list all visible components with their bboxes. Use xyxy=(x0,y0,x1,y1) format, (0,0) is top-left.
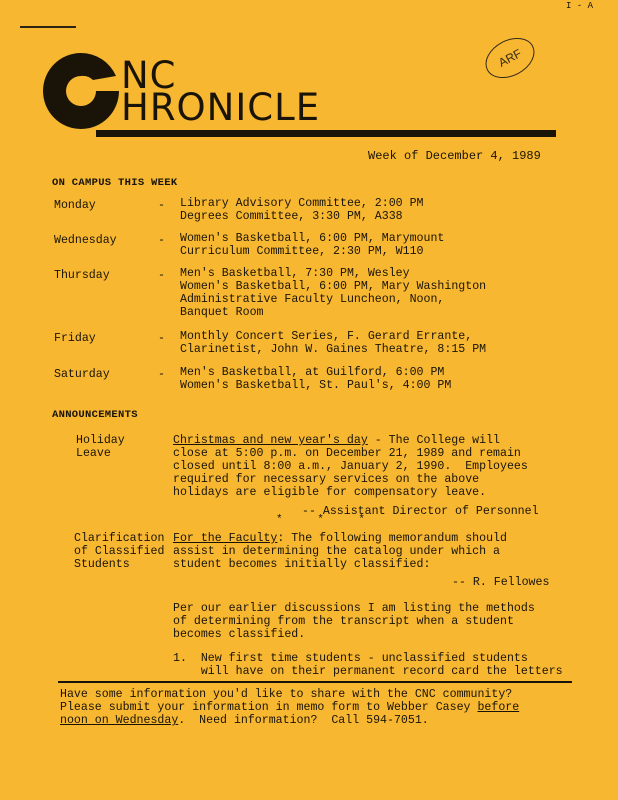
signature: -- Assistant Director of Personnel xyxy=(302,505,539,518)
announcement-text: holidays are eligible for compensatory leave. xyxy=(173,486,487,499)
announcement-text: assist in determining the catalog under which a xyxy=(173,545,500,558)
event-line: Banquet Room xyxy=(180,306,264,319)
announcement-text: student becomes initially classified: xyxy=(173,558,431,571)
day-label: Monday xyxy=(54,199,96,212)
day-label: Saturday xyxy=(54,368,110,381)
announcement-text: 1. New first time students - unclassified students xyxy=(173,652,528,665)
masthead-rule xyxy=(96,130,556,137)
masthead-hronicle: HRONICLE xyxy=(121,86,321,129)
dash: - xyxy=(158,199,165,212)
event-line: Monthly Concert Series, F. Gerard Errante, xyxy=(180,330,473,343)
announcement-title: For the Faculty xyxy=(173,532,278,545)
announcement-first-line xyxy=(173,532,553,545)
event-line: Women's Basketball, St. Paul's, 4:00 PM xyxy=(180,379,452,392)
day-label: Friday xyxy=(54,332,96,345)
section-heading-campus: ON CAMPUS THIS WEEK xyxy=(52,177,178,189)
announcement-text: - The College will xyxy=(367,434,501,447)
handwritten-stamp: ARF xyxy=(479,30,542,86)
dash: - xyxy=(158,368,165,381)
announcement-label: Holiday xyxy=(76,434,125,447)
dash: - xyxy=(158,234,165,247)
announcement-title: Christmas and new year's day xyxy=(173,434,368,447)
issue-week: Week of December 4, 1989 xyxy=(368,149,541,163)
event-line: Men's Basketball, at Guilford, 6:00 PM xyxy=(180,366,445,379)
dash: - xyxy=(158,332,165,345)
signature: -- R. Fellowes xyxy=(452,576,550,589)
announcement-text: Per our earlier discussions I am listing the methods xyxy=(173,602,535,615)
announcement-label: of Classified xyxy=(74,545,165,558)
event-line: Library Advisory Committee, 2:00 PM xyxy=(180,197,424,210)
corner-mark: I - A xyxy=(566,1,594,11)
announcement-text: required for necessary services on the above xyxy=(173,473,480,486)
announcement-label: Clarification xyxy=(74,532,165,545)
event-line: Clarinetist, John W. Gaines Theatre, 8:15 PM xyxy=(180,343,487,356)
separator-stars: * * * xyxy=(276,514,380,526)
section-heading-announcements: ANNOUNCEMENTS xyxy=(52,409,138,421)
day-label: Thursday xyxy=(54,269,110,282)
announcement-text: becomes classified. xyxy=(173,628,306,641)
event-line: Administrative Faculty Luncheon, Noon, xyxy=(180,293,445,306)
announcement-text: of determining from the transcript when a student xyxy=(173,615,514,628)
footer-emphasis: noon on Wednesday xyxy=(60,714,179,727)
announcement-text: will have on their permanent record card the letters xyxy=(173,665,563,678)
event-line: Women's Basketball, 6:00 PM, Mary Washington xyxy=(180,280,487,293)
event-line: Men's Basketball, 7:30 PM, Wesley xyxy=(180,267,410,280)
announcement-text: close at 5:00 p.m. on December 21, 1989 and remain xyxy=(173,447,521,460)
event-line: Curriculum Committee, 2:30 PM, W110 xyxy=(180,245,424,258)
chronicle-c-logo xyxy=(40,50,122,132)
dash: - xyxy=(158,269,165,282)
footer-line: . Need information? Call 594-7051. xyxy=(178,714,429,727)
announcement-text: : The following memorandum should xyxy=(277,532,507,545)
masthead-nc: NC xyxy=(121,54,177,97)
day-label: Wednesday xyxy=(54,234,117,247)
announcement-text: closed until 8:00 a.m., January 2, 1990. Employees xyxy=(173,460,528,473)
footer-emphasis: before xyxy=(477,701,520,714)
footer-rule xyxy=(58,681,572,683)
announcement-label: Students xyxy=(74,558,130,571)
event-line: Women's Basketball, 6:00 PM, Marymount xyxy=(180,232,445,245)
pen-mark xyxy=(20,26,76,28)
footer-notice xyxy=(60,688,519,727)
footer-line: Please submit your information in memo form to Webber Casey xyxy=(60,701,478,714)
announcement-first-line xyxy=(173,434,553,447)
event-line: Degrees Committee, 3:30 PM, A338 xyxy=(180,210,403,223)
footer-line: Have some information you'd like to share with the CNC community? xyxy=(60,688,513,701)
announcement-label: Leave xyxy=(76,447,111,460)
